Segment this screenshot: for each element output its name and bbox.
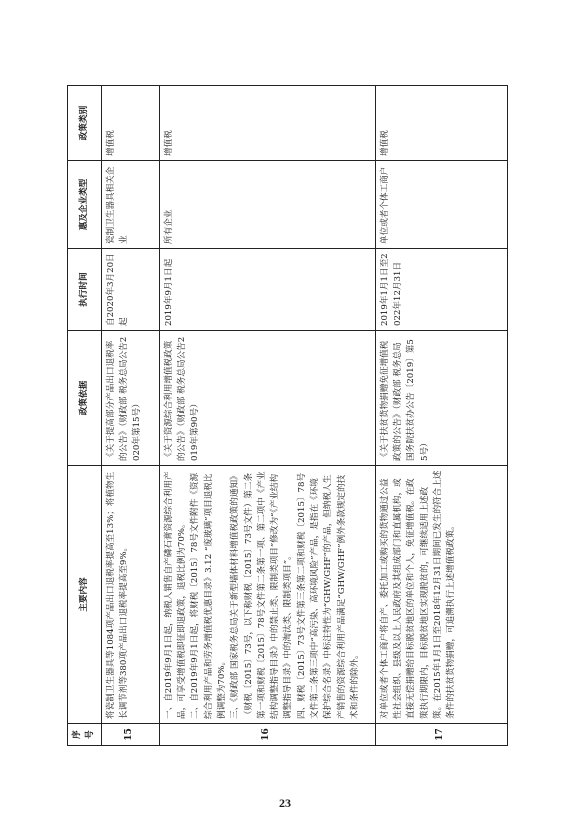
row-tax: 增值税 xyxy=(159,86,375,161)
table-row xyxy=(101,86,159,746)
policy-table xyxy=(67,85,508,746)
content-paragraph: 一、自2019年9月1日起，纳税人销售自产磷石膏资源综合利用产品，可享受增值税即征即退政策，退税比例为70%。 xyxy=(163,471,187,719)
row-period: 2019年9月1日起 xyxy=(159,249,375,331)
row-tax: 增值税 xyxy=(101,86,159,161)
row-content xyxy=(375,466,507,724)
header-seq: 序号 xyxy=(68,724,102,746)
header-period: 执行时间 xyxy=(68,249,102,331)
row-scope: 单位或者个体工商户 xyxy=(375,161,507,249)
row-seq: 15 xyxy=(101,724,159,746)
content-paragraph: 三、《财政部 国家税务总局关于新型墙体材料增值税政策的通知》（财税〔2015〕73号，以下称财税〔2015〕73号文件）第二条第一项和财税〔2015〕78号文件第二条第一项、第二项中《产业结构调整指导目录》中的禁止类、限制类项目”修改为“《产业结构调整指导目录》中的淘汰类、限制类项目”。 xyxy=(230,471,294,719)
row-content xyxy=(159,466,375,724)
content-paragraph: 二、自2019年9月1日起，将财税〔2015〕78号文件附件《资源综合利用产品和劳务增值税优惠目录》3.12 “废玻璃”项目退税比例调整为70%。 xyxy=(190,472,227,719)
row-scope: 瓷制卫生器具相关企业 xyxy=(101,161,159,249)
row-scope: 所有企业 xyxy=(159,161,375,249)
rotated-table-region xyxy=(67,86,503,746)
row-seq: 16 xyxy=(159,724,375,746)
row-content xyxy=(101,466,159,724)
row-tax: 增值税 xyxy=(375,86,507,161)
row-basis: 《关于扶贫货物捐赠免征增值税政策的公告》（财政部 税务总局 国务院扶贫办公告〔2019〕第55号） xyxy=(375,331,507,466)
table-header-row xyxy=(68,86,102,746)
row-basis: 《关于提高部分产品出口退税率的公告》（财政部 税务总局公告2020年第15号） xyxy=(101,331,159,466)
page-number: 23 xyxy=(279,796,291,810)
content-paragraph: 四、财税〔2015〕73号文件第三条第二项和财税〔2015〕78号文件第二条第三项中“高污染、高环境风险”产品，是指在《环境保护综合名录》中标注特性为“GHW/GHF”的产品，但纳税人生产销售的资源综合利用产品满足“GHW/GHF”例外条款规定的技术和条件的除外。 xyxy=(296,472,360,719)
row-basis: 《关于资源综合利用增值税政策的公告》（财政部 税务总局公告2019年第90号） xyxy=(159,331,375,466)
content-paragraph: 对单位或者个体工商户将自产、委托加工或购买的货物通过公益性社会组织、县级及以上人民政府及其组成部门和直属机构，或直接无偿捐赠给目标脱贫地区的单位和个人，免征增值税。在政策执行期限内，目标脱贫地区实现脱贫的，可继续适用上述政策。在2015年1月1日至2018年12月31日期间已发生的符合上述条件的扶贫货物捐赠，可追溯执行上述增值税政策。 xyxy=(379,470,457,719)
table-row xyxy=(375,86,507,746)
header-tax: 政策类别 xyxy=(68,86,102,161)
row-period: 自2020年3月20日起 xyxy=(101,249,159,331)
row-seq: 17 xyxy=(375,724,507,746)
content-paragraph: 将瓷制卫生器具等1084项产品出口退税率提高至13%；将植物生长调节剂等380项产品出口退税率提高至9%。 xyxy=(105,471,129,719)
header-scope: 惠及企业类型 xyxy=(68,161,102,249)
row-period: 2019年1月1日至2022年12月31日 xyxy=(375,249,507,331)
header-content: 主要内容 xyxy=(68,466,102,724)
table-row xyxy=(159,86,375,746)
header-basis: 政策依据 xyxy=(68,331,102,466)
